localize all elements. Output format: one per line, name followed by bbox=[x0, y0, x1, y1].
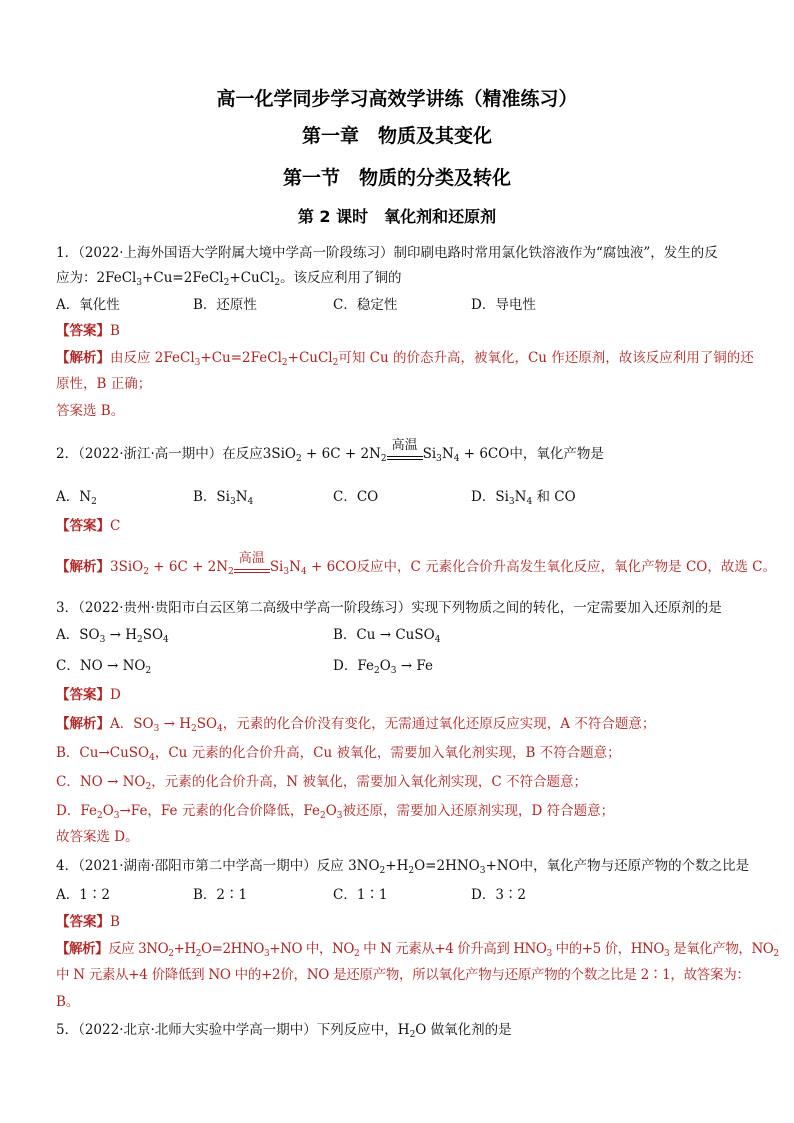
q1-option-d: D．导电性 bbox=[471, 297, 536, 313]
q2-answer: 【答案】C bbox=[56, 518, 121, 534]
q1-option-a: A．氧化性 bbox=[56, 297, 120, 313]
q4-option-c: C．1∶1 bbox=[333, 887, 388, 903]
q3-analysis-b: B．Cu→CuSO$_4$，Cu 元素的化合价升高，Cu 被氧化，需要加入氧化剂实现，B 不符合题意； bbox=[56, 745, 621, 763]
q4-answer: 【答案】B bbox=[56, 914, 120, 930]
q1-option-b: B．还原性 bbox=[193, 297, 257, 313]
q4-option-d: D．3∶2 bbox=[471, 887, 527, 903]
lesson-title: 第 2 课时 氧化剂和还原剂 bbox=[297, 207, 497, 226]
q4-analysis-line3: B。 bbox=[56, 994, 80, 1010]
q2-option-b: B．$Si_3N_4$ bbox=[193, 489, 254, 507]
q3-option-a: A．$SO_3 \to H_2SO_4$ bbox=[56, 627, 169, 645]
q3-option-c: C．NO → $NO_2$ bbox=[56, 658, 152, 676]
q1-conclusion: 答案选 B。 bbox=[56, 403, 125, 419]
q4-analysis-line2: 中 N 元素从+4 价降低到 NO 中的+2价，NO 是还原产物，所以氧化产物与还原产物的个数之比是 2∶1，故答案为： bbox=[56, 967, 750, 983]
q4-stem: 4．（2021·湖南·邵阳市第二中学高一期中）反应 $3NO_2+H_2O=2HNO_3+NO$中，氧化产物与还原产物的个数之比是 bbox=[56, 858, 750, 876]
section-title: 第一节 物质的分类及转化 bbox=[282, 167, 511, 189]
q1-answer: 【答案】B bbox=[56, 323, 120, 339]
q3-answer: 【答案】D bbox=[56, 687, 121, 703]
q3-option-d: D．$Fe_2O_3 \to Fe$ bbox=[333, 658, 434, 676]
q1-stem-line1: 1．（2022·上海外国语大学附属大境中学高一阶段练习）制印刷电路时常用氯化铁溶液作为“腐蚀液”，发生的反 bbox=[56, 245, 718, 261]
q3-analysis-c: C．NO → $NO_2$，元素的化合价升高，N 被氧化，需要加入氧化剂实现，C 不符合题意； bbox=[56, 774, 587, 792]
q1-stem-line2: 应为：2FeCl$_3$+Cu=2FeCl$_2$+CuCl$_2$。该反应利用了铜的 bbox=[56, 270, 402, 288]
q3-conclusion: 故答案选 D。 bbox=[56, 829, 139, 845]
q3-option-b: B．Cu → CuSO$_4$ bbox=[333, 627, 441, 645]
q2-analysis: 【解析】$3SiO_2 + 6C + 2N_2$ 高温 $Si_3N_4 + 6CO$反应中，C 元素化合价升高发生氧化反应，氧化产物是 CO，故选 C。 bbox=[56, 550, 776, 577]
q4-option-b: B．2∶1 bbox=[193, 887, 248, 903]
q2-option-d: D．$Si_3N_4$ 和 CO bbox=[471, 489, 576, 507]
q2-option-c: C．CO bbox=[333, 489, 379, 505]
q4-option-a: A．1∶2 bbox=[56, 887, 110, 903]
q2-option-a: A．$N_2$ bbox=[56, 489, 97, 507]
q1-analysis-line1: 【解析】由反应 2FeCl$_3$+Cu=2FeCl$_2$+CuCl$_2$可知 Cu 的价态升高，被氧化，Cu 作还原剂，故该反应利用了铜的还 bbox=[56, 350, 754, 368]
q1-analysis-line2: 原性，B 正确； bbox=[56, 376, 152, 392]
q2-stem: 2．（2022·浙江·高一期中）在反应$3SiO_2 + 6C + 2N_2$ 高温 $Si_3N_4 + 6CO$中，氧化产物是 bbox=[56, 437, 604, 464]
main-title: 高一化学同步学习高效学讲练（精准练习） bbox=[216, 88, 578, 110]
q4-analysis-line1: 【解析】反应 $3NO_2+H_2O=2HNO_3+NO$ 中，$NO_2$ 中 N 元素从+4 价升高到 $HNO_3$ 中的+5 价，$HNO_3$ 是氧化产物，$NO_2$ bbox=[56, 941, 779, 959]
high-temp-equals-sign: 高温 bbox=[234, 561, 270, 575]
high-temp-equals-sign: 高温 bbox=[387, 448, 423, 462]
q3-stem: 3．（2022·贵州·贵阳市白云区第二高级中学高一阶段练习）实现下列物质之间的转化，一定需要加入还原剂的是 bbox=[56, 600, 722, 616]
q1-option-c: C．稳定性 bbox=[333, 297, 398, 313]
q3-analysis-d: D．$Fe_2O_3\to Fe$，Fe 元素的化合价降低，$Fe_2O_3$被还原，需要加入还原剂实现，D 符合题意； bbox=[56, 803, 615, 821]
q3-analysis-a: 【解析】A．$SO_3 \to H_2SO_4$，元素的化合价没有变化，无需通过氧化还原反应实现，A 不符合题意； bbox=[56, 716, 656, 734]
q5-stem: 5．（2022·北京·北师大实验中学高一期中）下列反应中，$H_2O$ 做氧化剂的是 bbox=[56, 1022, 512, 1040]
chapter-title: 第一章 物质及其变化 bbox=[301, 125, 492, 147]
